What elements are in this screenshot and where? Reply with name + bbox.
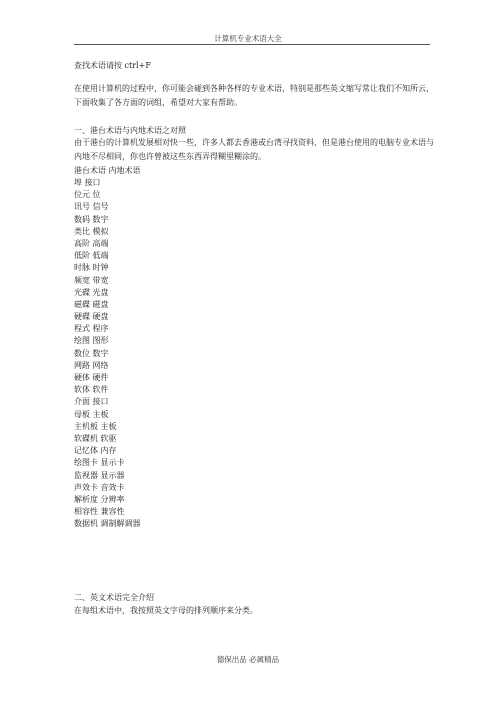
page-header: 计算机专业术语大全	[214, 34, 282, 43]
list-item: 硬碟 硬盘	[74, 312, 109, 322]
list-item: 数据机 调制解调器	[74, 519, 141, 529]
header-divider	[74, 44, 430, 45]
list-item: 数码 数字	[74, 214, 109, 224]
terms-list	[74, 177, 141, 530]
list-item: 讯号 信号	[74, 202, 109, 212]
list-item: 光碟 光盘	[74, 287, 109, 297]
list-item: 绘图 图形	[74, 336, 109, 346]
list-item: 频宽 带宽	[74, 275, 109, 285]
intro-paragraph: 在使用计算机的过程中，你可能会碰到各种各样的专业术语，特别是那些英文缩写常让我们不知所云，下面收集了各方面的词组，希望对大家有帮助。	[74, 84, 434, 107]
section1-body: 由于港台的计算机发展相对快一些，许多人都去香港或台湾寻找资料，但是港台使用的电脑专业术语与内地不尽相同，你也许曾被这些东西弄得糊里糊涂的。	[74, 138, 434, 161]
list-item: 相容性 兼容性	[74, 507, 125, 517]
list-item: 母板 主板	[74, 409, 109, 419]
section2-body: 在每组术语中，我按照英文字母的排列顺序来分类。	[74, 606, 258, 615]
list-item: 软碟机 软驱	[74, 433, 117, 443]
list-item: 绘图卡 显示卡	[74, 458, 125, 468]
list-item: 监视器 显示器	[74, 470, 125, 480]
list-item: 主机板 主板	[74, 421, 117, 431]
list-item: 低阶 低端	[74, 251, 109, 261]
list-item: 位元 位	[74, 190, 101, 200]
list-item: 记忆体 内存	[74, 446, 117, 456]
search-hint: 查找术语请按 ctrl+F	[74, 61, 151, 70]
section1-heading: 一、港台术语与内地术语之对照	[74, 126, 186, 135]
list-item: 硬体 硬件	[74, 373, 109, 382]
list-item: 埠 接口	[74, 178, 101, 187]
list-item: 高阶 高端	[74, 238, 109, 248]
list-item: 时脉 时钟	[74, 263, 109, 273]
list-item: 介面 接口	[74, 397, 109, 407]
page-footer: 德保出品 必属精品	[216, 655, 280, 664]
list-item: 类比 模拟	[74, 226, 109, 236]
list-item: 声效卡 音效卡	[74, 482, 125, 492]
list-item: 网路 网络	[74, 360, 109, 370]
list-item: 软体 软件	[74, 385, 109, 395]
terms-table-header: 港台术语 内地术语	[74, 166, 141, 175]
list-item: 解析度 分辨率	[74, 494, 125, 504]
list-item: 数位 数字	[74, 348, 109, 358]
section2-heading: 二、英文术语完全介绍	[74, 593, 154, 602]
list-item: 磁碟 磁盘	[74, 299, 109, 309]
list-item: 程式 程序	[74, 324, 109, 334]
